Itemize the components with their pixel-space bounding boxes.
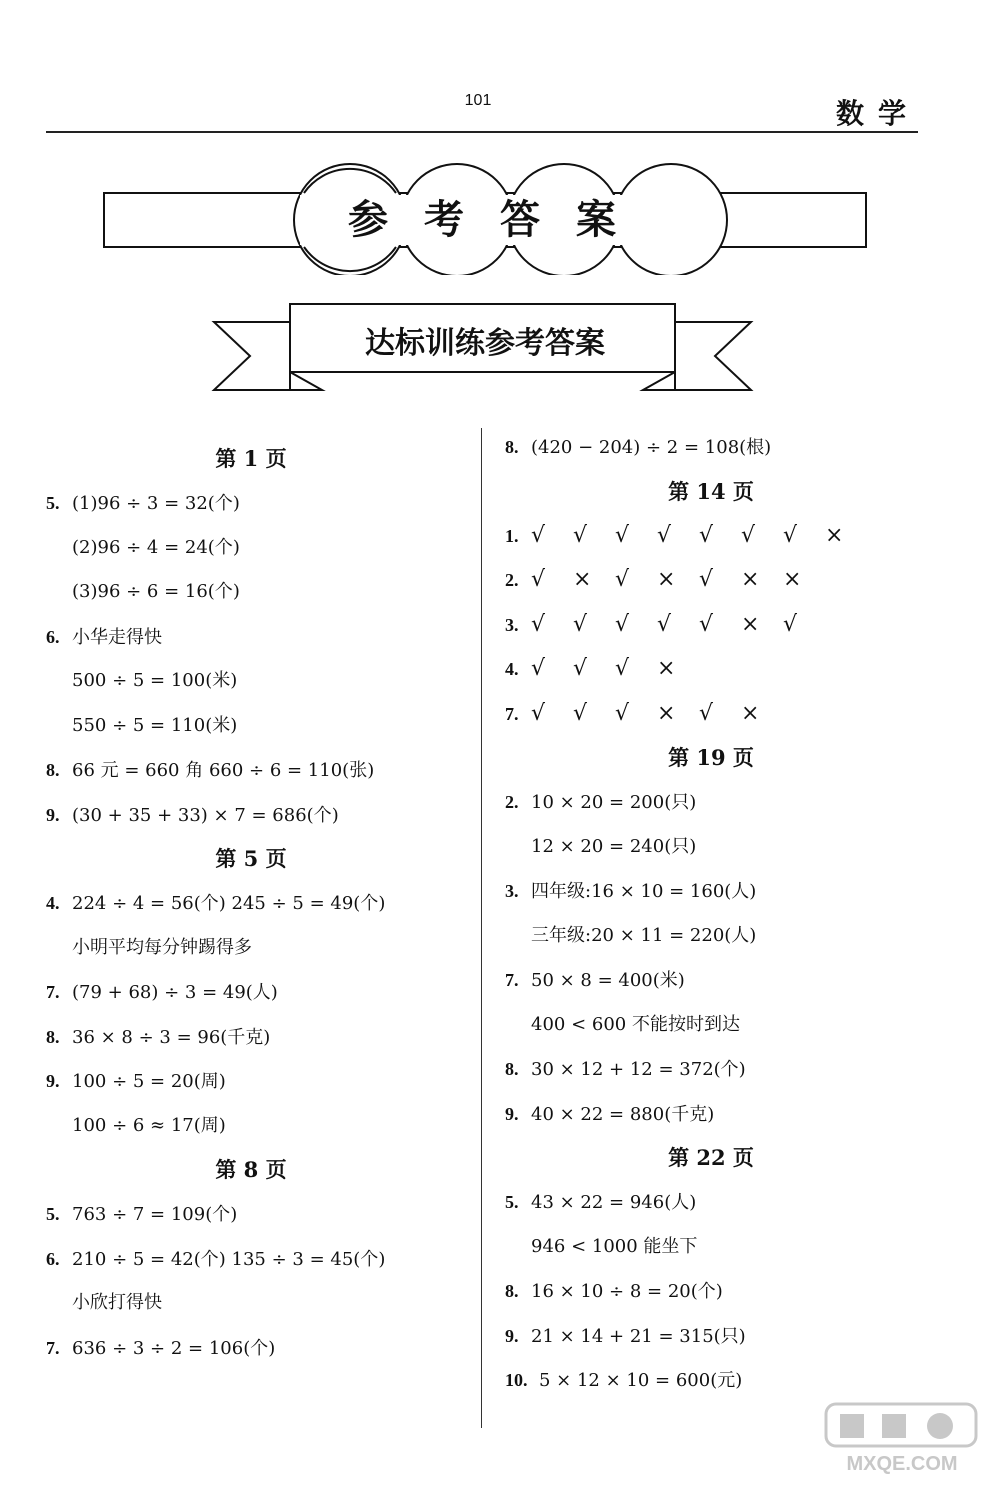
answer-text: (1)96 ÷ 3 = 32(个) <box>72 493 240 514</box>
answer-row <box>46 1326 466 1371</box>
answer-continuation <box>46 659 466 704</box>
answer-row <box>505 1358 925 1403</box>
check-mark-icon: √ <box>531 522 546 548</box>
answer-text: 100 ÷ 6 ≈ 17(周) <box>72 1114 226 1136</box>
question-number: 7. <box>505 703 519 724</box>
section-title: 第 8 页 <box>215 1157 287 1182</box>
question-number: 7. <box>46 982 60 1002</box>
question-number: 9. <box>505 1325 519 1346</box>
check-mark-icon: √ <box>615 700 630 726</box>
check-mark-icon: √ <box>699 567 714 592</box>
cross-mark-icon: × <box>657 656 676 681</box>
answer-row <box>46 970 466 1015</box>
section-title: 第 19 页 <box>668 745 754 770</box>
cross-mark-icon: × <box>657 700 676 726</box>
answer-continuation <box>46 570 466 615</box>
question-number: 9. <box>505 1103 519 1124</box>
check-mark-icon: √ <box>783 522 798 548</box>
answer-continuation <box>505 1225 925 1270</box>
answer-text: 小欣打得快 <box>72 1292 162 1313</box>
answer-text: 小华走得快 <box>72 626 162 648</box>
question-number: 8. <box>46 760 60 780</box>
answer-text: 16 × 10 ÷ 8 = 20(个) <box>531 1281 723 1302</box>
answer-row <box>505 958 925 1003</box>
check-mark-icon: √ <box>531 611 546 637</box>
check-mark-icon: √ <box>741 522 756 548</box>
watermark-logo <box>812 1398 992 1478</box>
answer-text: 四年级:16 × 10 = 160(人) <box>531 881 757 902</box>
check-mark-icon: √ <box>657 522 672 548</box>
section-title: 第 22 页 <box>668 1145 754 1170</box>
cross-mark-icon: × <box>825 522 844 548</box>
answer-row <box>505 603 925 648</box>
check-mark-icon: √ <box>573 700 588 726</box>
answer-text: 36 × 8 ÷ 3 = 96(千克) <box>72 1026 271 1048</box>
section-title: 第 5 页 <box>215 846 287 871</box>
check-mark-icon: √ <box>573 656 588 681</box>
answer-text: 40 × 22 = 880(千克) <box>531 1103 715 1125</box>
answer-text: (2)96 ÷ 4 = 24(个) <box>72 536 240 558</box>
subject-label: 数学 <box>836 97 921 130</box>
answer-text: 50 × 8 = 400(米) <box>531 970 685 991</box>
answer-text: 400 < 600 不能按时到达 <box>531 1013 740 1035</box>
check-mark-icon: √ <box>531 656 546 681</box>
answer-row <box>505 558 925 603</box>
check-mark-icon: √ <box>615 611 630 637</box>
answer-text: 636 ÷ 3 ÷ 2 = 106(个) <box>72 1337 276 1359</box>
cross-mark-icon: × <box>657 567 676 592</box>
ribbon-title: 达标训练参考答案 <box>365 326 605 361</box>
answer-text: 三年级:20 × 11 = 220(人) <box>531 924 757 946</box>
answer-continuation <box>46 704 466 749</box>
answer-continuation <box>505 914 925 959</box>
answer-row <box>505 1047 925 1092</box>
answer-row <box>46 481 466 526</box>
question-number: 4. <box>46 893 60 913</box>
answer-text: 66 元 = 660 角 660 ÷ 6 = 110(张) <box>72 760 375 781</box>
question-number: 1. <box>505 525 519 546</box>
answer-row <box>505 780 925 825</box>
answer-text: 5 × 12 × 10 = 600(元) <box>539 1370 743 1391</box>
answer-row <box>505 514 925 559</box>
answer-row <box>46 748 466 793</box>
answer-text: (30 + 35 + 33) × 7 = 686(个) <box>72 804 339 826</box>
check-mark-icon: √ <box>783 611 798 637</box>
answer-continuation <box>46 526 466 571</box>
question-number: 8. <box>505 437 519 457</box>
answer-row <box>505 1269 925 1314</box>
question-number: 5. <box>505 1192 519 1212</box>
question-number: 9. <box>46 804 60 825</box>
question-number: 10. <box>505 1370 528 1390</box>
question-number: 2. <box>505 570 519 590</box>
question-number: 3. <box>505 614 519 635</box>
check-mark-icon: √ <box>615 567 630 592</box>
answer-row <box>46 1015 466 1060</box>
check-mark-icon: √ <box>573 611 588 637</box>
answer-row <box>46 1059 466 1104</box>
question-number: 4. <box>505 659 519 679</box>
header-rule <box>46 131 918 133</box>
answer-text: 224 ÷ 4 = 56(个) 245 ÷ 5 = 49(个) <box>72 893 386 914</box>
check-mark-icon: √ <box>657 611 672 637</box>
answer-row <box>505 869 925 914</box>
answer-continuation <box>505 825 925 870</box>
answer-row <box>46 615 466 660</box>
question-number: 8. <box>505 1281 519 1301</box>
question-number: 7. <box>46 1337 60 1358</box>
page-number: 101 <box>464 92 492 109</box>
question-number: 6. <box>46 626 60 647</box>
answer-continuation <box>505 1003 925 1048</box>
question-number: 5. <box>46 493 60 513</box>
answer-text: 550 ÷ 5 = 110(米) <box>72 714 238 736</box>
section-title: 第 1 页 <box>215 446 287 471</box>
answer-row <box>505 425 925 470</box>
answer-text: 30 × 12 + 12 = 372(个) <box>531 1059 746 1080</box>
answer-text: 500 ÷ 5 = 100(米) <box>72 670 238 691</box>
answer-text: 946 < 1000 能坐下 <box>531 1235 698 1257</box>
answer-text: 210 ÷ 5 = 42(个) 135 ÷ 3 = 45(个) <box>72 1248 386 1270</box>
answer-text: (79 + 68) ÷ 3 = 49(人) <box>72 982 278 1003</box>
answer-row <box>46 1192 466 1237</box>
answer-text: 21 × 14 + 21 = 315(只) <box>531 1325 746 1347</box>
question-number: 2. <box>505 792 519 812</box>
check-mark-icon: √ <box>531 700 546 726</box>
answer-row <box>505 647 925 692</box>
watermark-site: MXQE.COM <box>846 1453 958 1475</box>
section-title: 第 14 页 <box>668 478 754 504</box>
cross-mark-icon: × <box>741 611 760 637</box>
question-number: 3. <box>505 881 519 901</box>
check-mark-icon: √ <box>573 522 588 548</box>
answer-continuation <box>46 1281 466 1326</box>
answer-text: 12 × 20 = 240(只) <box>531 835 697 857</box>
question-number: 6. <box>46 1248 60 1269</box>
column-divider <box>481 428 482 1428</box>
check-mark-icon: √ <box>531 567 546 592</box>
check-mark-icon: √ <box>699 522 714 548</box>
answer-text: (3)96 ÷ 6 = 16(个) <box>72 581 240 602</box>
left-answer-column <box>46 425 466 1370</box>
check-mark-icon: √ <box>615 522 630 548</box>
check-mark-icon: √ <box>699 611 714 637</box>
answer-text: 43 × 22 = 946(人) <box>531 1192 697 1213</box>
answer-continuation <box>46 926 466 971</box>
check-mark-icon: √ <box>699 700 714 726</box>
left-top-spacer <box>46 425 466 437</box>
cross-mark-icon: × <box>741 567 760 592</box>
answer-row <box>505 692 925 737</box>
question-number: 8. <box>505 1059 519 1079</box>
banner-title: 参考答案 <box>348 196 652 243</box>
answer-continuation <box>46 1104 466 1149</box>
answer-row <box>46 1237 466 1282</box>
answer-row <box>46 881 466 926</box>
answer-text: 763 ÷ 7 = 109(个) <box>72 1204 238 1225</box>
question-number: 7. <box>505 970 519 990</box>
answer-row <box>505 1092 925 1137</box>
cross-mark-icon: × <box>741 700 760 726</box>
cross-mark-icon: × <box>783 567 802 592</box>
cross-mark-icon: × <box>573 567 592 592</box>
question-number: 5. <box>46 1204 60 1224</box>
answer-text: 10 × 20 = 200(只) <box>531 792 697 813</box>
answer-text: 小明平均每分钟踢得多 <box>72 936 252 958</box>
answer-text: 100 ÷ 5 = 20(周) <box>72 1071 226 1092</box>
answer-row <box>505 1314 925 1359</box>
answer-row <box>505 1180 925 1225</box>
answer-row <box>46 793 466 838</box>
question-number: 9. <box>46 1071 60 1091</box>
right-answer-column <box>505 425 925 1403</box>
check-mark-icon: √ <box>615 656 630 681</box>
question-number: 8. <box>46 1026 60 1047</box>
answer-text: (420 − 204) ÷ 2 = 108(根) <box>531 437 772 458</box>
